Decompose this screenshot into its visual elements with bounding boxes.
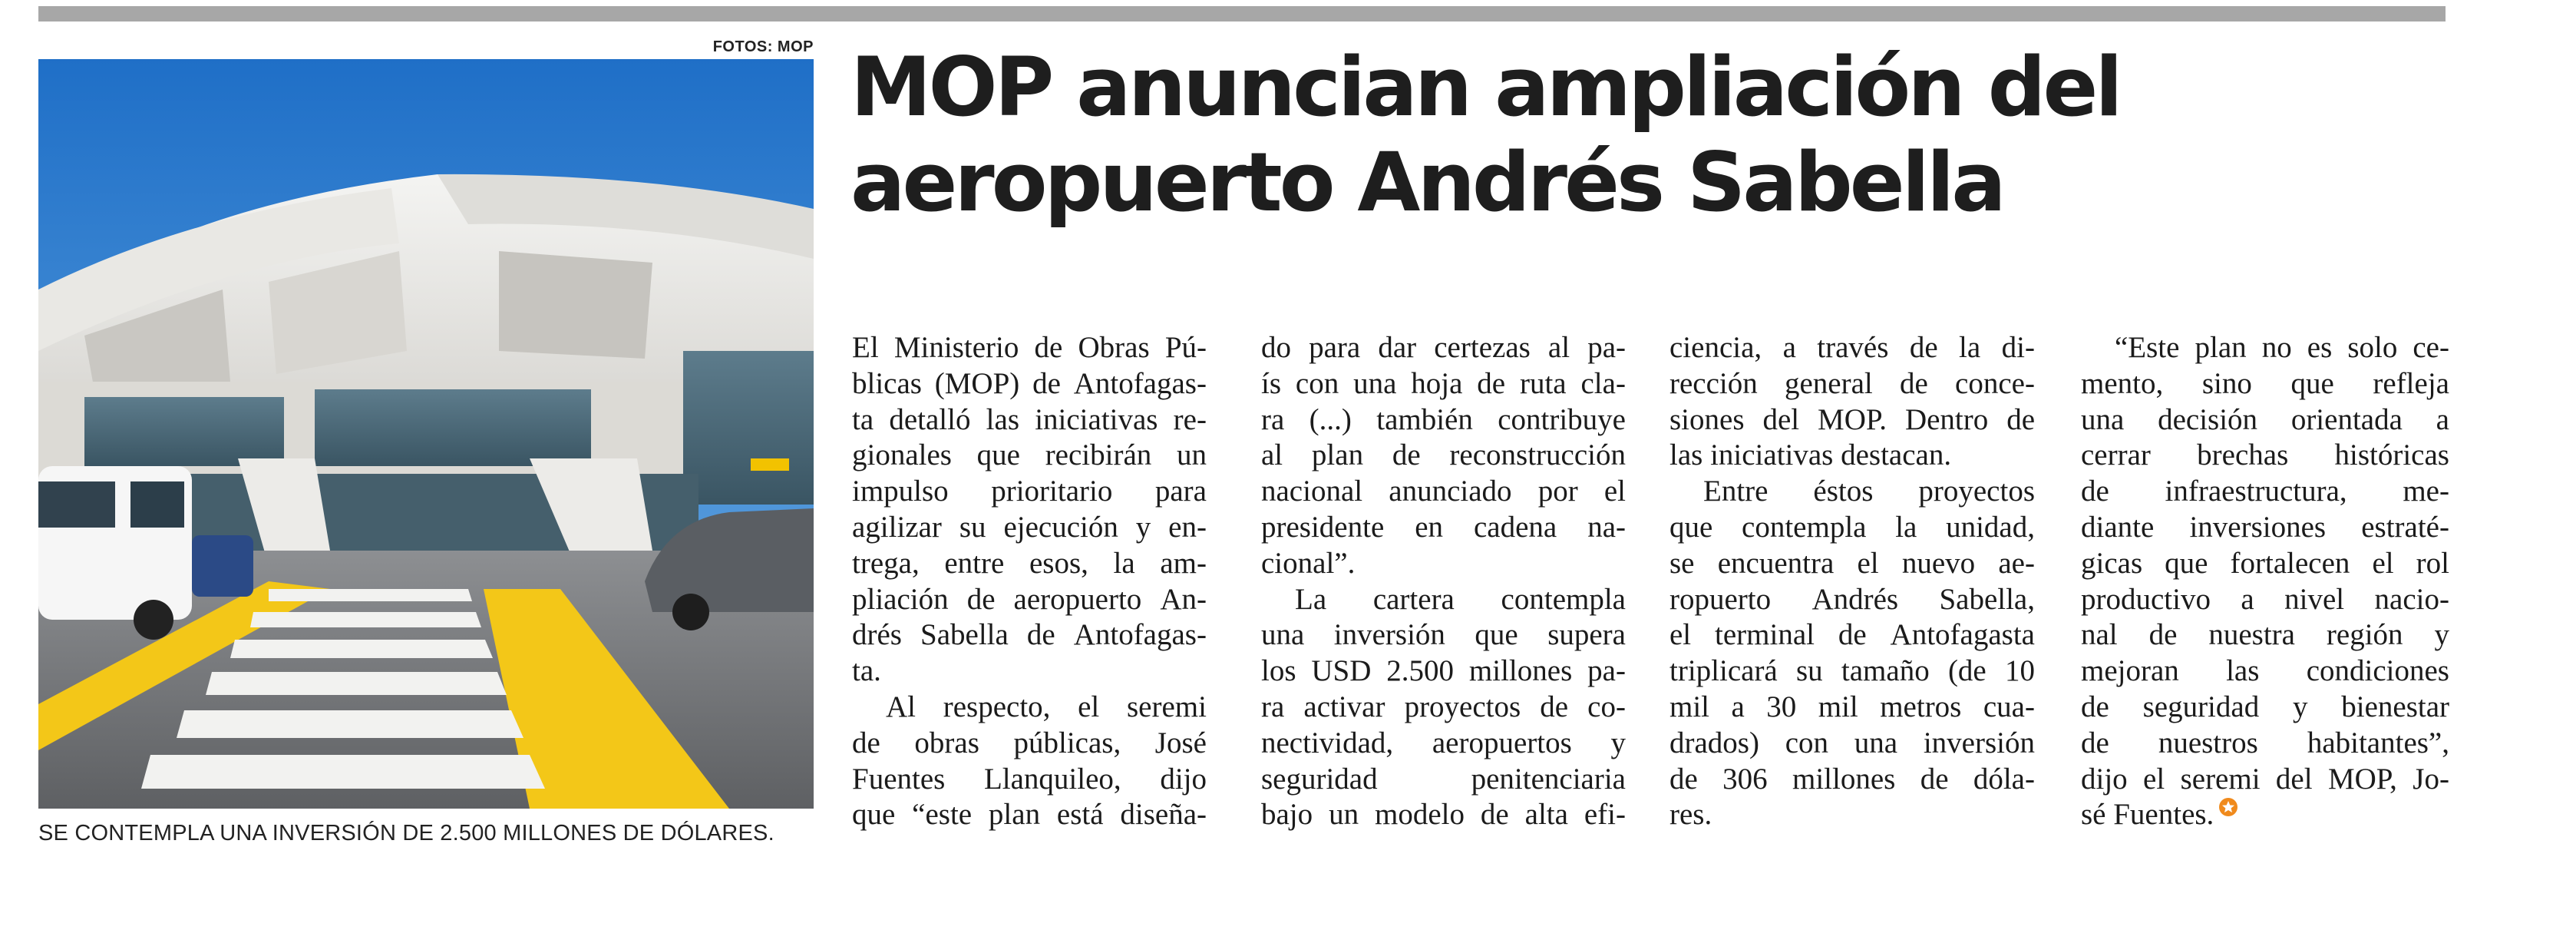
body-word: encuentra [1717, 546, 1835, 580]
body-word: que [1475, 618, 1518, 652]
body-word: cadena [1473, 510, 1557, 544]
body-word: que [1669, 510, 1713, 544]
body-word: infraestructura, [2165, 475, 2347, 508]
body-text-line [1261, 366, 1626, 402]
body-word: triplicará [1669, 654, 1778, 688]
body-word: una [2081, 402, 2125, 436]
body-word: brechas [2197, 438, 2289, 472]
body-text-line [852, 762, 1207, 798]
body-word: siones [1669, 402, 1745, 436]
body-text-line [1669, 617, 2035, 653]
body-word: Entre [1703, 475, 1769, 508]
body-word: en [1415, 510, 1444, 544]
body-word: dijo [1160, 762, 1207, 796]
body-column-4 [2081, 330, 2449, 833]
body-word: supera [1547, 618, 1626, 652]
body-word: de [1032, 366, 1061, 400]
body-text-line [1669, 726, 2035, 762]
body-word: do [1261, 331, 1291, 364]
body-word: para [1309, 331, 1361, 364]
body-text-line [1261, 797, 1626, 833]
body-word: 30 [1766, 690, 1797, 723]
body-word: su [1795, 654, 1823, 688]
body-word: no [2261, 331, 2292, 364]
body-word: re- [1173, 402, 1207, 436]
body-word: esos, [1029, 546, 1088, 580]
body-word: inversión [1923, 726, 2035, 759]
body-word: que [852, 798, 896, 832]
body-word: refleja [2373, 366, 2449, 400]
body-word: efi- [1584, 798, 1626, 832]
body-word: de [1480, 798, 1509, 832]
body-word: aeropuerto [1013, 582, 1142, 616]
body-word: di- [2001, 331, 2035, 364]
body-word: rol [2416, 546, 2449, 580]
body-word: nal [2081, 618, 2118, 652]
body-word: La [1295, 582, 1327, 616]
body-word: y [2434, 618, 2449, 652]
body-word: anunciado [1389, 475, 1512, 508]
body-word: través [1817, 331, 1889, 364]
body-word: ejecución [1003, 510, 1118, 544]
body-text-line [2081, 726, 2449, 762]
body-word: ruta [1519, 366, 1567, 400]
body-word: es [2307, 331, 2333, 364]
body-word: penitenciaria [1471, 762, 1626, 796]
body-word: nectividad, [1261, 726, 1394, 759]
body-word: Al [886, 690, 916, 723]
body-text-line [852, 546, 1207, 582]
body-text-line [2081, 474, 2449, 510]
body-word: nuevo [1901, 546, 1976, 580]
body-word: El [852, 331, 879, 364]
body-word: de [1838, 618, 1867, 652]
body-word: seguridad [2142, 690, 2260, 723]
body-word: mento, [2081, 366, 2164, 400]
body-text-line: cional”. [1261, 546, 1356, 580]
body-text-line [1261, 762, 1626, 798]
body-word: dóla- [1973, 762, 2035, 796]
body-word: a [2241, 582, 2254, 616]
body-word: de [1392, 438, 1421, 472]
body-word: detalló [889, 402, 971, 436]
photo-caption: SE CONTEMPLA UNA INVERSIÓN DE 2.500 MILLONES DE DÓLARES. [38, 821, 774, 845]
body-text-line [1669, 510, 2035, 546]
body-word: gionales [852, 438, 952, 472]
body-word: impulso [852, 475, 949, 508]
body-text-line [1261, 653, 1626, 690]
body-word: de [2081, 726, 2109, 759]
body-word: proyectos [1918, 475, 2035, 508]
body-word: conce- [1955, 366, 2035, 400]
body-word: al [1261, 438, 1283, 472]
body-word: al [1547, 331, 1570, 364]
body-word: una [1261, 618, 1305, 652]
body-word: metros [1880, 690, 1962, 723]
body-word: los [1261, 654, 1296, 688]
body-word: contempla [1742, 510, 1867, 544]
body-word: dijo [2081, 762, 2128, 796]
body-text-line [852, 330, 1207, 366]
body-word: por [1537, 475, 1578, 508]
body-word: Fuentes [852, 762, 946, 796]
body-word: tamaño [1841, 654, 1930, 688]
body-text-line [2081, 762, 2449, 798]
body-column-1 [852, 330, 1207, 833]
body-word: (de [1947, 654, 1986, 688]
body-word: cartera [1372, 582, 1455, 616]
body-word: nuestra [2208, 618, 2295, 652]
body-word: de [1026, 618, 1055, 652]
body-word: a [1782, 331, 1796, 364]
body-word: las [2226, 654, 2260, 688]
body-word: plan [988, 798, 1041, 832]
body-word: plan [1311, 438, 1364, 472]
body-word: su [959, 510, 986, 544]
body-word: de [2081, 475, 2109, 508]
body-text-line [852, 690, 1207, 726]
body-word: entre [944, 546, 1005, 580]
body-word: ra [1261, 690, 1285, 723]
body-text-line [1669, 582, 2035, 618]
body-word: millones [1792, 762, 1896, 796]
body-word: el [1669, 618, 1692, 652]
body-word: una [1353, 366, 1397, 400]
body-text-line [1669, 366, 2035, 402]
body-word: general [1785, 366, 1873, 400]
body-text-line [2081, 438, 2449, 474]
body-word: José [1154, 726, 1207, 759]
body-word: bajo [1261, 798, 1313, 832]
body-column-3 [1669, 330, 2035, 833]
body-text-line [1669, 330, 2035, 366]
body-text-line [1261, 582, 1626, 618]
article-end-mark-icon [2218, 797, 2238, 817]
body-word: respecto, [943, 690, 1051, 723]
body-word: Sabella, [1939, 582, 2035, 616]
body-word: reconstrucción [1449, 438, 1626, 472]
body-word: mil [1818, 690, 1858, 723]
body-text-line [1669, 402, 2035, 438]
body-word: ra [1261, 402, 1285, 436]
headline-line-1: MOP anuncian ampliación del [850, 40, 2120, 134]
body-word: la [1959, 331, 1981, 364]
body-text-line [852, 474, 1207, 510]
body-word: también [1376, 402, 1473, 436]
body-word: Antofagas- [1073, 618, 1207, 652]
body-text-line: ta. [852, 654, 881, 688]
body-word: (MOP) [934, 366, 1020, 400]
body-text-line [2081, 366, 2449, 402]
body-word: 2.500 [1386, 654, 1455, 688]
body-word: decisión [2158, 402, 2258, 436]
airport-terminal-photo [38, 59, 814, 809]
body-word: región [2326, 618, 2403, 652]
body-word: activar [1303, 690, 1385, 723]
body-word: ae- [1998, 546, 2035, 580]
body-word: un [1329, 798, 1359, 832]
body-word: seremi [2180, 762, 2261, 796]
body-word: bienestar [2341, 690, 2449, 723]
body-text-line [1261, 617, 1626, 653]
body-word: prioritario [991, 475, 1113, 508]
body-word: contribuye [1498, 402, 1626, 436]
body-word: condiciones [2306, 654, 2449, 688]
body-word: de [1920, 762, 1949, 796]
body-text-line [1261, 690, 1626, 726]
body-word: de [1669, 762, 1698, 796]
body-word: nacio- [2374, 582, 2449, 616]
body-text-line [852, 438, 1207, 474]
body-word: drados) [1669, 726, 1759, 759]
body-text-line [2081, 653, 2449, 690]
body-word: a [2436, 402, 2449, 436]
body-word: éstos [1813, 475, 1874, 508]
body-word: hoja [1411, 366, 1463, 400]
body-word: Sabella [920, 618, 1009, 652]
body-word: gicas [2081, 546, 2143, 580]
body-word: Ministerio [893, 331, 1019, 364]
body-word: la [1895, 510, 1917, 544]
body-word: Obras [1078, 331, 1150, 364]
body-word: y [1135, 510, 1151, 544]
body-word: certezas [1434, 331, 1531, 364]
body-word: una [1854, 726, 1898, 759]
body-text-line [2081, 690, 2449, 726]
body-word: el [1603, 475, 1626, 508]
body-text-line [1261, 402, 1626, 438]
body-word: “este [912, 798, 973, 832]
body-word: con [1295, 366, 1339, 400]
body-word: la [1113, 546, 1135, 580]
body-word: inversiones [2189, 510, 2327, 544]
body-word: na- [1587, 510, 1626, 544]
body-word: ciencia, [1669, 331, 1762, 364]
body-word: de [1477, 366, 1506, 400]
body-text-line [1261, 726, 1626, 762]
body-word: pa- [1587, 654, 1626, 688]
body-text-line [2081, 546, 2449, 582]
body-word: de [966, 582, 996, 616]
body-word: obras [914, 726, 979, 759]
body-text-line [1261, 474, 1626, 510]
body-word: MOP. [1818, 402, 1887, 436]
body-word: orientada [2290, 402, 2403, 436]
body-word: drés [852, 618, 902, 652]
body-word: un [1176, 438, 1207, 472]
body-word: para [1154, 475, 1207, 508]
body-word: agilizar [852, 510, 942, 544]
body-word: cua- [1983, 690, 2035, 723]
body-word: que [976, 438, 1020, 472]
body-word: ce- [2413, 331, 2449, 364]
body-word: públicas, [1013, 726, 1121, 759]
body-word: en- [1168, 510, 1207, 544]
body-text-line [852, 366, 1207, 402]
body-word: cerrar [2081, 438, 2151, 472]
body-word: Andrés [1811, 582, 1899, 616]
body-word: unidad, [1946, 510, 2035, 544]
body-word: del [2275, 762, 2313, 796]
body-word: presidente [1261, 510, 1385, 544]
body-word: que [2290, 366, 2334, 400]
body-word: 10 [2004, 654, 2035, 688]
body-word: el [1857, 546, 1879, 580]
body-word: terminal [1715, 618, 1815, 652]
body-word: nuestros [2158, 726, 2258, 759]
body-text-line: las iniciativas destacan. [1669, 438, 1952, 472]
body-word: de [1900, 366, 1928, 400]
body-word: productivo [2081, 582, 2211, 616]
body-word: seguridad [1261, 762, 1378, 796]
body-word: Antofagasta [1890, 618, 2035, 652]
body-word: mil [1669, 690, 1710, 723]
body-text-line [852, 797, 1207, 833]
body-column-2 [1261, 330, 1626, 833]
body-text-line [2081, 582, 2449, 618]
body-text-line [1261, 510, 1626, 546]
body-word: de [2006, 402, 2035, 436]
body-word: y [1610, 726, 1626, 759]
body-word: y [2292, 690, 2308, 723]
body-word: diante [2081, 510, 2155, 544]
body-word: inversión [1333, 618, 1445, 652]
body-word: contempla [1501, 582, 1626, 616]
body-word: recibirán [1045, 438, 1152, 472]
body-word: dar [1378, 331, 1417, 364]
body-word: de [852, 726, 880, 759]
body-text-line [852, 617, 1207, 653]
body-word: el [2372, 546, 2394, 580]
body-word: co- [1587, 690, 1626, 723]
body-word: se [1669, 546, 1695, 580]
body-word: el [1078, 690, 1100, 723]
body-word: 306 [1722, 762, 1768, 796]
body-text-line [852, 402, 1207, 438]
body-word: históricas [2334, 438, 2449, 472]
body-text-line [1261, 330, 1626, 366]
body-word: Dentro [1904, 402, 1989, 436]
body-text-line [1669, 546, 2035, 582]
body-text-line [1669, 653, 2035, 690]
body-word: estraté- [2361, 510, 2449, 544]
body-word: ropuerto [1669, 582, 1772, 616]
body-word: está [1056, 798, 1104, 832]
body-text-line [852, 726, 1207, 762]
body-word: modelo [1375, 798, 1465, 832]
body-word: seremi [1127, 690, 1207, 723]
body-word: “Este [2115, 331, 2180, 364]
body-text-line [1261, 438, 1626, 474]
body-word: trega, [852, 546, 920, 580]
body-word: aeropuertos [1432, 726, 1572, 759]
body-text-line [1669, 762, 2035, 798]
body-word: blicas [852, 366, 922, 400]
body-word: pa- [1587, 331, 1626, 364]
body-word: plan [2195, 331, 2247, 364]
body-word: solo [2347, 331, 2398, 364]
body-word: habitantes”, [2307, 726, 2449, 759]
body-word: sino [2201, 366, 2252, 400]
body-word: MOP, [2327, 762, 2397, 796]
body-text-line [2081, 402, 2449, 438]
body-text-line [852, 510, 1207, 546]
body-word: de [1034, 331, 1063, 364]
body-word: rección [1669, 366, 1758, 400]
body-word: pliación [852, 582, 949, 616]
body-text-line [2081, 510, 2449, 546]
body-word: diseña- [1120, 798, 1207, 832]
body-word: nivel [2284, 582, 2345, 616]
body-word: de [1909, 331, 1938, 364]
body-word: An- [1160, 582, 1207, 616]
body-text-line [2081, 330, 2449, 366]
body-text-line [1669, 690, 2035, 726]
body-word: con [1785, 726, 1829, 759]
body-word: que [2165, 546, 2208, 580]
body-word: Pú- [1164, 331, 1207, 364]
headline-line-2: aeropuerto Andrés Sabella [850, 135, 2003, 230]
body-text-line [2081, 617, 2449, 653]
photo-credit: FOTOS: MOP [712, 38, 814, 55]
body-word: millones [1468, 654, 1573, 688]
body-word: am- [1160, 546, 1207, 580]
body-word: las [986, 402, 1019, 436]
body-word: a [1731, 690, 1745, 723]
body-word: me- [2403, 475, 2449, 508]
body-text-line: sé Fuentes. [2081, 797, 2449, 833]
body-word: fortalecen [2230, 546, 2350, 580]
body-word: proyectos [1404, 690, 1521, 723]
body-word: ta [852, 402, 874, 436]
body-word: de [1540, 690, 1569, 723]
body-word: Jo- [2413, 762, 2449, 796]
body-word: nacional [1261, 475, 1363, 508]
body-text-line: res. [1669, 798, 1712, 832]
body-word: ís [1261, 366, 1282, 400]
body-text-line [1669, 474, 2035, 510]
body-text-line [852, 582, 1207, 618]
body-word: de [2148, 618, 2178, 652]
body-word: mejoran [2081, 654, 2179, 688]
body-word: (...) [1309, 402, 1352, 436]
body-word: de [2081, 690, 2109, 723]
body-word: alta [1524, 798, 1568, 832]
body-word: Antofagas- [1073, 366, 1207, 400]
body-word: USD [1311, 654, 1372, 688]
top-rule [38, 6, 2446, 22]
body-word: Llanquileo, [983, 762, 1121, 796]
body-word: iniciativas [1035, 402, 1158, 436]
body-word: el [2143, 762, 2165, 796]
headline [850, 40, 2462, 230]
body-word: cla- [1580, 366, 1626, 400]
body-word: del [1762, 402, 1800, 436]
